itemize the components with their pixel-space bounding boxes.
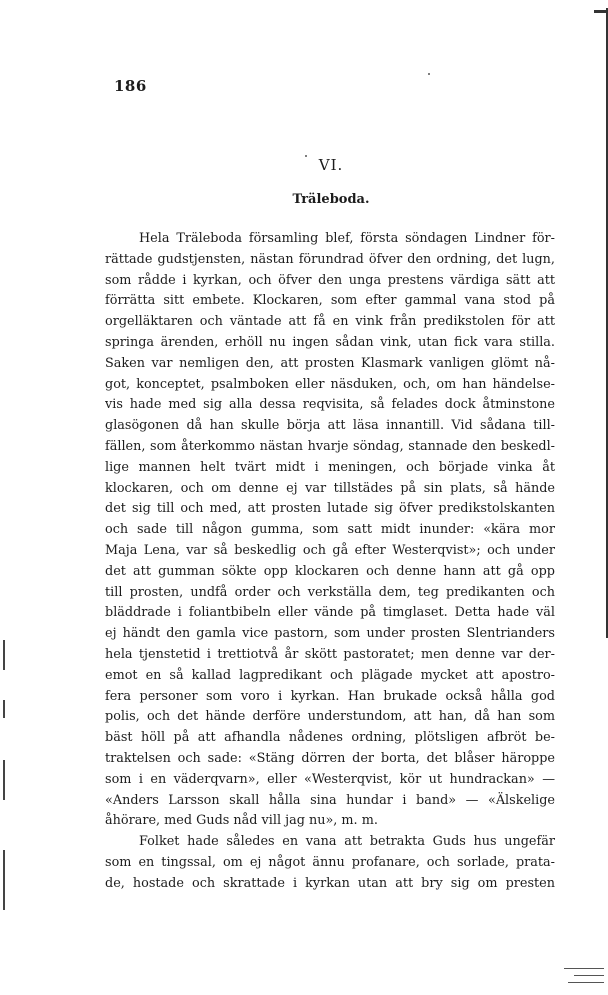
margin-mark <box>3 700 5 718</box>
text-line: Maja Lena, var så beskedlig och gå efter Westerqvist»; och under <box>105 542 555 558</box>
text-line: traktelsen och sade: «Stäng dörren der borta, det blåser häroppe <box>105 750 555 766</box>
paragraph <box>105 229 555 832</box>
text-line: got, konceptet, psalmboken eller näsduken, och, om han händelse- <box>105 376 555 392</box>
text-line: klockaren, och om denne ej var tillstädes på sin plats, så hände <box>105 480 555 496</box>
paragraph <box>105 832 555 894</box>
text-line: ej händt den gamla vice pastorn, som under prosten Slentrianders <box>105 626 555 642</box>
text-line: som i en väderqvarn», eller «Westerqvist, kör ut hundrackan» — <box>105 771 555 787</box>
text-line: lige mannen helt tvärt midt i meningen, och började vinka åt <box>105 459 555 475</box>
text-line: rättade gudstjensten, nästan förundrad öfver den ordning, det lugn, <box>105 251 555 267</box>
speck <box>428 73 430 75</box>
text-line: emot en så kallad lagpredikant och plägade mycket att apostro- <box>105 667 555 683</box>
text-line: fera personer som voro i kyrkan. Han brukade också hålla god <box>105 688 555 704</box>
margin-mark <box>3 640 5 670</box>
text-line: som rådde i kyrkan, och öfver den unga prestens värdiga sätt att <box>105 272 555 288</box>
text-line: åhörare, med Guds nåd vill jag nu», m. m. <box>105 813 378 829</box>
margin-mark <box>3 850 5 910</box>
text-line: förrätta sitt embete. Klockaren, som efter gammal vana stod på <box>105 293 555 309</box>
corner-mark <box>568 982 604 983</box>
corner-mark <box>574 975 604 976</box>
text-line: och sade till någon gumma, som satt midt inunder: «kära mor <box>105 522 555 538</box>
text-line: till prosten, undfå order och verkställa dem, teg predikanten och <box>105 584 555 600</box>
text-line: de, hostade och skrattade i kyrkan utan att bry sig om presten <box>105 875 555 891</box>
text-line: som en tingssal, om ej något ännu profanare, och sorlade, prata- <box>105 854 555 870</box>
chapter-title: Träleboda. <box>292 192 370 207</box>
text-line: det att gumman sökte opp klockaren och denne hann att gå opp <box>105 563 555 579</box>
text-line: orgelläktaren och väntade att få en vink från predikstolen för att <box>105 314 555 330</box>
text-line: Hela Träleboda församling blef, första söndagen Lindner för- <box>139 231 555 246</box>
text-line: Folket hade således en vana att betrakta Guds hus ungefär <box>139 834 555 850</box>
text-line: springa ärenden, erhöll nu ingen sådan vink, utan fick vara stilla. <box>105 334 555 350</box>
chapter-numeral: VI. <box>318 156 344 174</box>
text-line: bäst höll på att afhandla nådenes ordning, plötsligen afbröt be- <box>105 730 555 746</box>
margin-mark <box>3 760 5 800</box>
text-line: fällen, som återkommo nästan hvarje söndag, stannade den beskedl- <box>105 438 555 454</box>
text-line: glasögonen då han skulle börja att läsa innantill. Vid sådana till- <box>105 418 555 434</box>
text-line: «Anders Larsson skall hålla sina hundar i band» — «Älskelige <box>105 792 555 808</box>
page-number: 186 <box>114 77 147 95</box>
text-line: vis hade med sig alla dessa reqvisita, så felades dock åtminstone <box>105 397 555 413</box>
text-line: hela tjenstetid i trettiotvå år skött pastoratet; men denne var der- <box>105 646 555 662</box>
page-edge-mark <box>594 10 608 13</box>
text-line: polis, och det hände derföre understundom, att han, då han som <box>105 709 555 725</box>
corner-mark <box>564 968 604 969</box>
text-line: bläddrade i foliantbibeln eller vände på timglaset. Detta hade väl <box>105 605 555 621</box>
text-line: Saken var nemligen den, att prosten Klasmark vanligen glömt nå- <box>105 355 555 371</box>
body-text <box>105 229 555 895</box>
text-line: det sig till och med, att prosten lutade sig öfver predikstolskanten <box>105 501 555 517</box>
